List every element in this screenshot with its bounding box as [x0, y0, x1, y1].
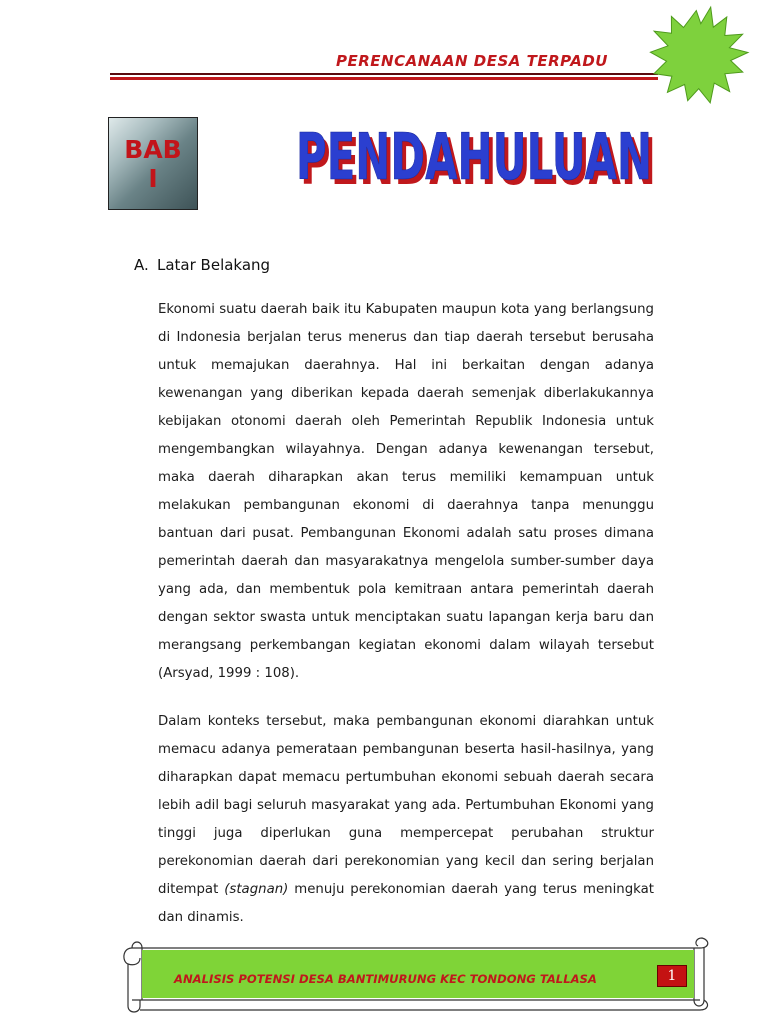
- body-paragraph-1: Ekonomi suatu daerah baik itu Kabupaten maupun kota yang berlangsung di Indonesia berjalan terus menerus dan tiap daerah tersebut berusaha untuk memajukan daerahnya. Hal ini berkaitan dengan adanya kewenangan yang diberikan kepada daerah semenjak diberlakukannya kebijakan otonomi daerah oleh Pemerintah Republik Indonesia untuk mengembangkan wilayahnya. Dengan adanya kewenangan tersebut, maka daerah diharapkan akan terus memiliki kemampuan untuk melakukan pembangunan ekonomi di daerahnya tanpa menunggu bantuan dari pusat. Pembangunan Ekonomi adalah satu proses dimana pemerintah daerah dan masyarakatnya mengelola sumber-sumber daya yang ada, dan membentuk pola kemitraan antara pemerintah daerah dengan sektor swasta untuk menciptakan suatu lapangan kerja baru dan merangsang perkembangan kegiatan ekonomi dalam wilayah tersebut (Arsyad, 1999 : 108).: [158, 302, 654, 681]
- chapter-number: I: [148, 163, 158, 193]
- footer-title: ANALISIS POTENSI DESA BANTIMURUNG KEC TONDONG TALLASA: [174, 972, 597, 986]
- chapter-title-text: PENDAHULUAN: [296, 121, 652, 195]
- body-paragraph-2: [158, 708, 654, 932]
- page-number: 1: [657, 965, 687, 987]
- header-rule-dark: [110, 73, 658, 75]
- chapter-title-shadow: PENDAHULUAN: [300, 126, 656, 200]
- running-header-title: PERENCANAAN DESA TERPADU: [336, 52, 608, 70]
- paragraph-2-text-b: menuju perekonomian daerah yang terus meningkat dan dinamis.: [158, 882, 654, 925]
- paragraph-2-text-a: Dalam konteks tersebut, maka pembangunan ekonomi diarahkan untuk memacu adanya pemerataan pembangunan beserta hasil-hasilnya, yang diharapkan dapat memacu pertumbuhan ekonomi sebuah daerah secara lebih adil bagi seluruh masyarakat yang ada. Pertumbuhan Ekonomi yang tinggi juga diperlukan guna mempercepat perubahan struktur perekonomian daerah dari perekonomian yang kecil dan sering berjalan ditempat: [158, 714, 654, 897]
- chapter-title: [296, 116, 666, 202]
- chapter-label: BAB: [124, 134, 182, 164]
- section-title: Latar Belakang: [157, 256, 271, 274]
- chapter-badge: [108, 117, 198, 210]
- section-heading: [134, 256, 270, 274]
- section-letter: A.: [134, 256, 149, 274]
- paragraph-2-italic-term: (stagnan): [224, 882, 289, 897]
- header-rule-red: [110, 77, 658, 80]
- starburst-icon: [620, 0, 768, 108]
